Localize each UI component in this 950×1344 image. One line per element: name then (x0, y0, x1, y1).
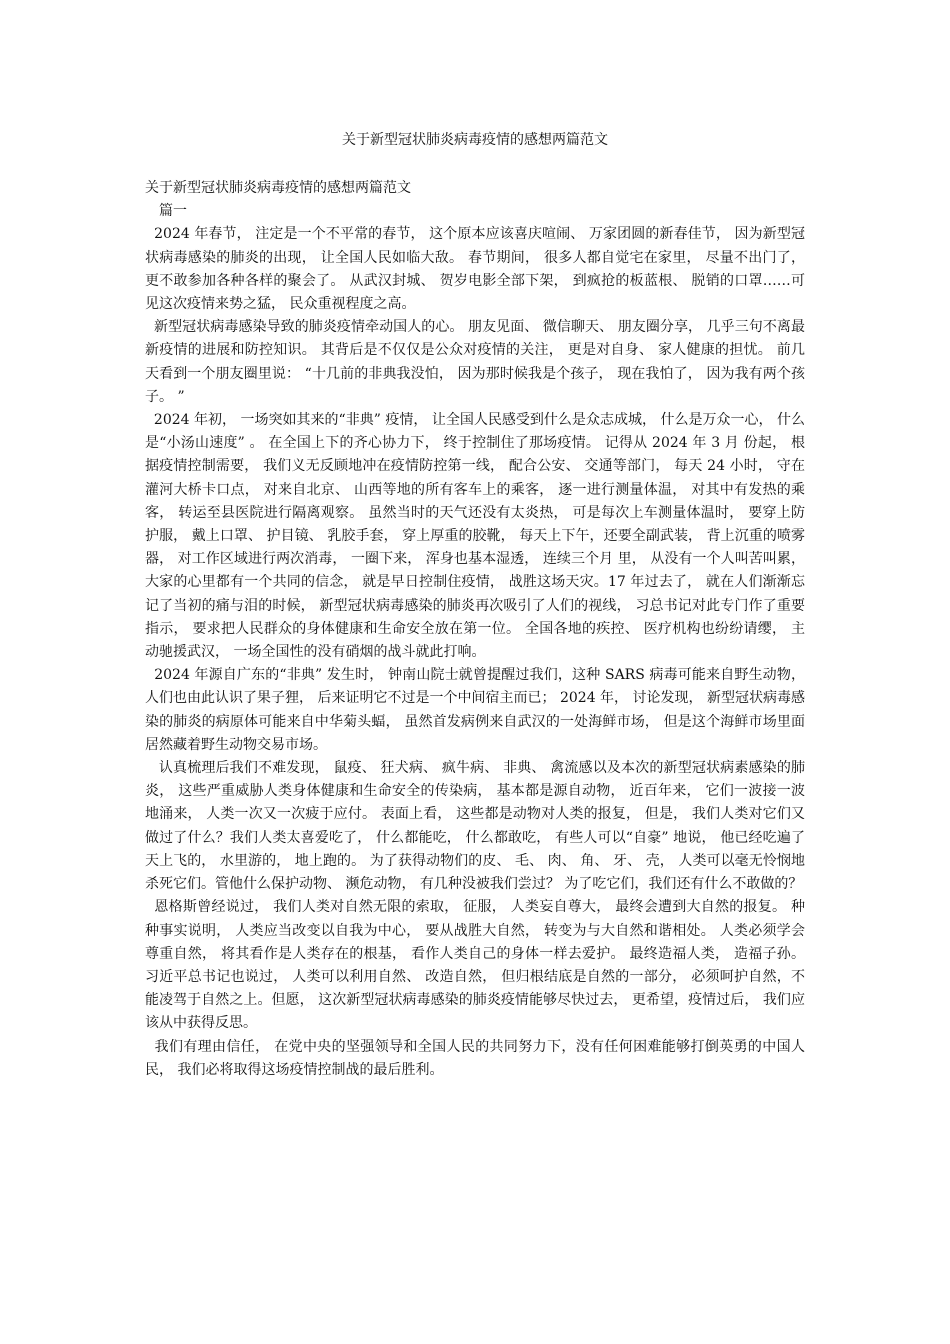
section-label: 篇一 (159, 203, 187, 220)
paragraph-5: 认真梳理后我们不难发现， 鼠疫、 狂犬病、 疯牛病、 非典、 禽流感以及本次的新型冠状病素感染的肺炎， 这些严重威胁人类身体健康和生命安全的传染病， 基本都是源自动物， 近百年来， 它们一波接一波地涌来， 人类一次又一次疲于应付。 表面上看， 这些都是动物对人类的报复， 但是， 我们人类对它们又做过了什么？我们人类太喜爱吃了， 什么都能吃， 什么都敢吃， 有些人可以“自豪” 地说， 他已经吃遍了天上飞的， 水里游的， 地上跑的。 为了获得动物们的皮、 毛、 肉、 角、 牙、 壳， 人类可以毫无怜悯地杀死它们。管他什么保护动物、 濒危动物， 有几种没被我们尝过？ 为了吃它们，我们还有什么不敢做的？ (145, 760, 806, 893)
paragraph-1: 2024 年春节， 注定是一个不平常的春节， 这个原本应该喜庆喧闹、 万家团圆的新春佳节， 因为新型冠状病毒感染的肺炎的出现， 让全国人民如临大敌。 春节期间， 很多人都自觉宅在家里， 尽量不出门了， 更不敢参加各种各样的聚会了。 从武汉封城、 贺岁电影全部下架， 到疯抢的板蓝根、 脱销的口罩……可见这次疫情来势之猛， 民众重视程度之高。 (145, 226, 810, 313)
paragraph-2: 新型冠状病毒感染导致的肺炎疫情牵动国人的心。 朋友见面、 微信聊天、 朋友圈分享， 几乎三句不离最新疫情的进展和防控知识。 其背后是不仅仅是公众对疫情的关注， 更是对自身、 家人健康的担忧。 前几天看到一个朋友圈里说： “十几前的非典我没怕， 因为那时候我是个孩子， 现在我怕了， 因为我有两个孩子。 ” (145, 319, 805, 405)
document-title: 关于新型冠状肺炎病毒疫情的感想两篇范文 (342, 132, 608, 148)
paragraph-7: 我们有理由信任， 在党中央的坚强领导和全国人民的共同努力下，没有任何困难能够打倒英勇的中国人民， 我们必将取得这场疫情控制战的最后胜利。 (145, 1038, 805, 1078)
document-body (145, 177, 810, 1082)
document-subtitle: 关于新型冠状肺炎病毒疫情的感想两篇范文 (145, 180, 411, 196)
paragraph-4: 2024 年源自广东的“非典” 发生时， 钟南山院士就曾提醒过我们，这种 SARS 病毒可能来自野生动物， 人们也由此认识了果子狸， 后来证明它不过是一个中间宿主而已； 2024 年， 讨论发现， 新型冠状病毒感染的肺炎的病原体可能来自中华菊头蝠， 虽然首发病例来自武汉的一处海鲜市场， 但是这个海鲜市场里面居然藏着野生动物交易市场。 (145, 667, 810, 753)
paragraph-6: 恩格斯曾经说过， 我们人类对自然无限的索取， 征服， 人类妄自尊大， 最终会遭到大自然的报复。 种种事实说明， 人类应当改变以自我为中心， 要从战胜大自然， 转变为与大自然和谐相处。 人类必须学会尊重自然， 将其看作是人类存在的根基， 看作人类自己的身体一样去爱护。 最终造福人类， 造福子孙。 习近平总书记也说过， 人类可以利用自然、 改造自然， 但归根结底是自然的一部分， 必须呵护自然，不能凌驾于自然之上。但愿， 这次新型冠状病毒感染的肺炎疫情能够尽快过去， 更希望，疫情过后， 我们应该从中获得反思。 (145, 899, 810, 1032)
paragraph-3: 2024 年初， 一场突如其来的“非典” 疫情， 让全国人民感受到什么是众志成城， 什么是万众一心， 什么是“小汤山速度” 。 在全国上下的齐心协力下， 终于控制住了那场疫情。 记得从 2024 年 3 月 份起， 根据疫情控制需要， 我们义无反顾地冲在疫情防控第一线， 配合公安、 交通等部门， 每天 24 小时， 守在灌河大桥卡口点， 对来自北京、 山西等地的所有客车上的乘客， 逐一进行测量体温， 对其中有发热的乘客， 转运至县医院进行隔离观察。 虽然当时的天气还没有太炎热， 可是每次上车测量体温时， 要穿上防护服， 戴上口罩、 护目镜、 乳胶手套， 穿上厚重的胶靴， 每天上下午，还要全副武装， 背上沉重的喷雾器， 对工作区域进行两次消毒， 一圈下来， 浑身也基本湿透， 连续三个月 里， 从没有一个人叫苦叫累， 大家的心里都有一个共同的信念， 就是早日控制住疫情， 战胜这场天灾。17 年过去了， 就在人们渐渐忘记了当初的痛与泪的时候， 新型冠状病毒感染的肺炎再次吸引了人们的视线， 习总书记对此专门作了重要指示， 要求把人民群众的身体健康和生命安全放在第一位。 全国各地的疾控、 医疗机构也纷纷请缨， 主动驰援武汉， 一场全国性的没有硝烟的战斗就此打响。 (145, 412, 810, 661)
